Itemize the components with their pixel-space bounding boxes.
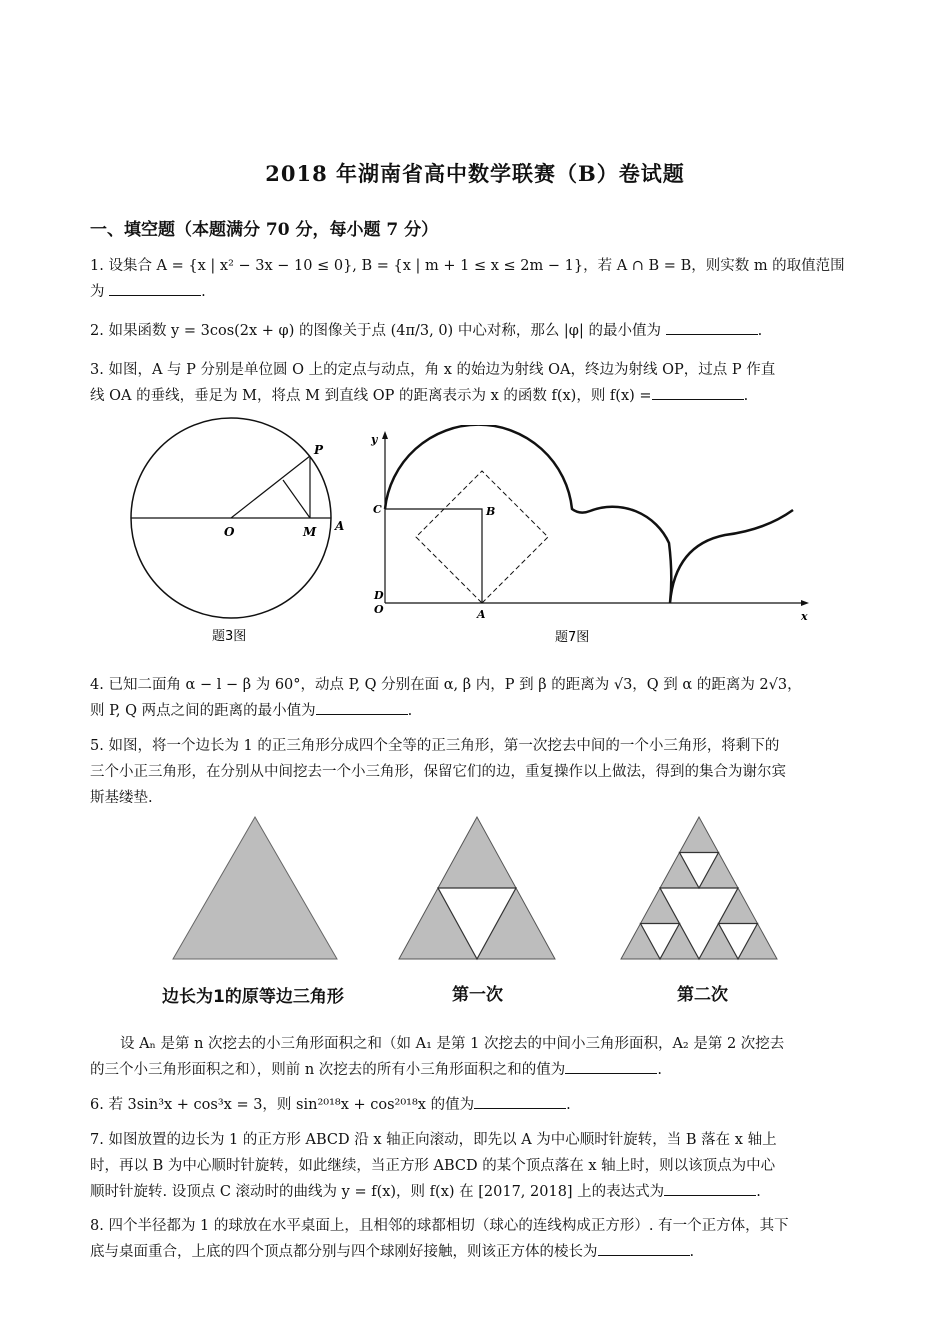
question-1 [90, 253, 865, 305]
caption-first: 第一次 [452, 985, 503, 1005]
question-3-line-2-text: 线 OA 的垂线，垂足为 M，将点 M 到直线 OP 的距离表示为 x 的函数 f(x)，则 f(x) = [90, 388, 652, 404]
label-o: O [224, 525, 235, 539]
question-3-line-1: 3. 如图，A 与 P 分别是单位圆 O 上的定点与动点，角 x 的始边为射线 OA，终边为射线 OP，过点 P 作直 [90, 362, 776, 378]
question-6 [90, 1092, 865, 1118]
answer-blank-6 [474, 1094, 566, 1109]
caption-original-triangle: 边长为1的原等边三角形 [162, 987, 344, 1007]
question-4-line-2-text: 则 P, Q 两点之间的距离的最小值为 [90, 703, 316, 719]
question-7 [90, 1127, 865, 1205]
question-5-line-3: 斯基缕垫. [90, 790, 153, 806]
question-4 [90, 672, 865, 724]
period: . [743, 388, 749, 404]
sierpinski-second [621, 817, 777, 959]
period: . [657, 1062, 662, 1078]
label-a-axis: A [477, 608, 486, 621]
question-8 [90, 1213, 865, 1265]
original-triangle [173, 817, 337, 959]
curve-fx [385, 425, 793, 603]
label-d: D [374, 589, 384, 602]
question-5-line-5-text: 的三个小三角形面积之和），则前 n 次挖去的所有小三角形面积之和的值为 [90, 1062, 566, 1078]
question-6-text: 6. 若 3sin³x + cos³x = 3，则 sin²⁰¹⁸x + cos²⁰¹⁸x 的值为 [90, 1097, 475, 1113]
distance-segment [283, 480, 310, 518]
x-axis-arrow [801, 600, 809, 606]
figure-7-caption: 题7图 [555, 630, 590, 645]
sierpinski-figures [165, 815, 795, 965]
answer-blank-8 [598, 1241, 690, 1256]
ray-op [231, 456, 310, 518]
page-title: 2018 年湖南省高中数学联赛（B）卷试题 [265, 161, 685, 186]
answer-blank-1 [109, 281, 201, 296]
question-8-line-2-text: 底与桌面重合，上底的四个顶点都分别与四个球刚好接触，则该正方体的棱长为 [90, 1244, 598, 1260]
figure-3-caption: 题3图 [212, 629, 247, 644]
question-7-line-3-text: 顺时针旋转. 设顶点 C 滚动时的曲线为 y = f(x)，则 f(x) 在 [2017, 2018] 上的表达式为 [90, 1184, 665, 1200]
label-m: M [303, 525, 317, 539]
question-4-line-2 [90, 698, 865, 724]
section-heading: 一、填空题（本题满分 70 分，每小题 7 分） [90, 220, 439, 240]
question-5 [90, 733, 865, 811]
answer-blank-3 [652, 385, 744, 400]
question-5-line-1: 5. 如图，将一个边长为 1 的正三角形分成四个全等的正三角形，第一次挖去中间的一个小三角形，将剩下的 [90, 738, 780, 754]
label-p: P [314, 443, 324, 457]
question-7-line-3 [90, 1179, 865, 1205]
question-2-text: 2. 如果函数 y = 3cos(2x + φ) 的图像关于点 (4π/3, 0) 中心对称，那么 |φ| 的最小值为 [90, 323, 661, 339]
question-4-line-1: 4. 已知二面角 α − l − β 为 60°，动点 P, Q 分别在面 α, β 内，P 到 β 的距离为 √3，Q 到 α 的距离为 2√3， [90, 677, 802, 693]
label-b: B [486, 505, 496, 518]
answer-blank-4 [316, 700, 408, 715]
answer-blank-5 [565, 1059, 657, 1074]
period: . [689, 1244, 695, 1260]
period: . [407, 703, 413, 719]
label-y: y [371, 433, 378, 446]
period: . [566, 1097, 571, 1113]
period: . [201, 284, 206, 300]
question-1-line-1: 1. 设集合 A = {x | x² − 3x − 10 ≤ 0}, B = {x | m + 1 ≤ x ≤ 2m − 1}，若 A ∩ B = B，则实数 m 的取值范围 [90, 258, 845, 274]
y-axis-arrow [382, 431, 388, 439]
question-5-line-5 [90, 1057, 865, 1083]
figure-3-unit-circle [120, 412, 360, 652]
label-c: C [373, 503, 382, 516]
period: . [757, 323, 763, 339]
question-5-line-2: 三个小正三角形，在分别从中间挖去一个小三角形，保留它们的边，重复操作以上做法，得到的集合为谢尔宾 [90, 764, 786, 780]
question-8-line-2 [90, 1239, 865, 1265]
question-7-line-1: 7. 如图放置的边长为 1 的正方形 ABCD 沿 x 轴正向滚动，即先以 A 为中心顺时针旋转，当 B 落在 x 轴上 [90, 1132, 777, 1148]
question-1-line-2-text: 为 [90, 284, 105, 300]
answer-blank-2 [666, 320, 758, 335]
label-origin: O [374, 603, 384, 616]
caption-second: 第二次 [677, 985, 728, 1005]
question-2 [90, 318, 865, 344]
question-3 [90, 357, 865, 409]
question-7-line-2: 时，再以 B 为中心顺时针旋转，如此继续，当正方形 ABCD 的某个顶点落在 x 轴上时，则以该顶点为中心 [90, 1158, 776, 1174]
label-x: x [801, 610, 808, 623]
answer-blank-7 [664, 1181, 756, 1196]
question-8-line-1: 8. 四个半径都为 1 的球放在水平桌面上，且相邻的球都相切（球心的连线构成正方形）. 有一个正方体，其下 [90, 1218, 789, 1234]
question-5-line-4: 设 Aₙ 是第 n 次挖去的小三角形面积之和（如 A₁ 是第 1 次挖去的中间小三角形面积，A₂ 是第 2 次挖去 [120, 1036, 785, 1052]
question-1-line-2 [90, 279, 865, 305]
figure-7-rolling-square [365, 425, 820, 650]
period: . [756, 1184, 761, 1200]
sierpinski-first [399, 817, 555, 959]
question-3-line-2 [90, 383, 865, 409]
question-5-continued [90, 1031, 865, 1083]
label-a: A [335, 519, 345, 533]
